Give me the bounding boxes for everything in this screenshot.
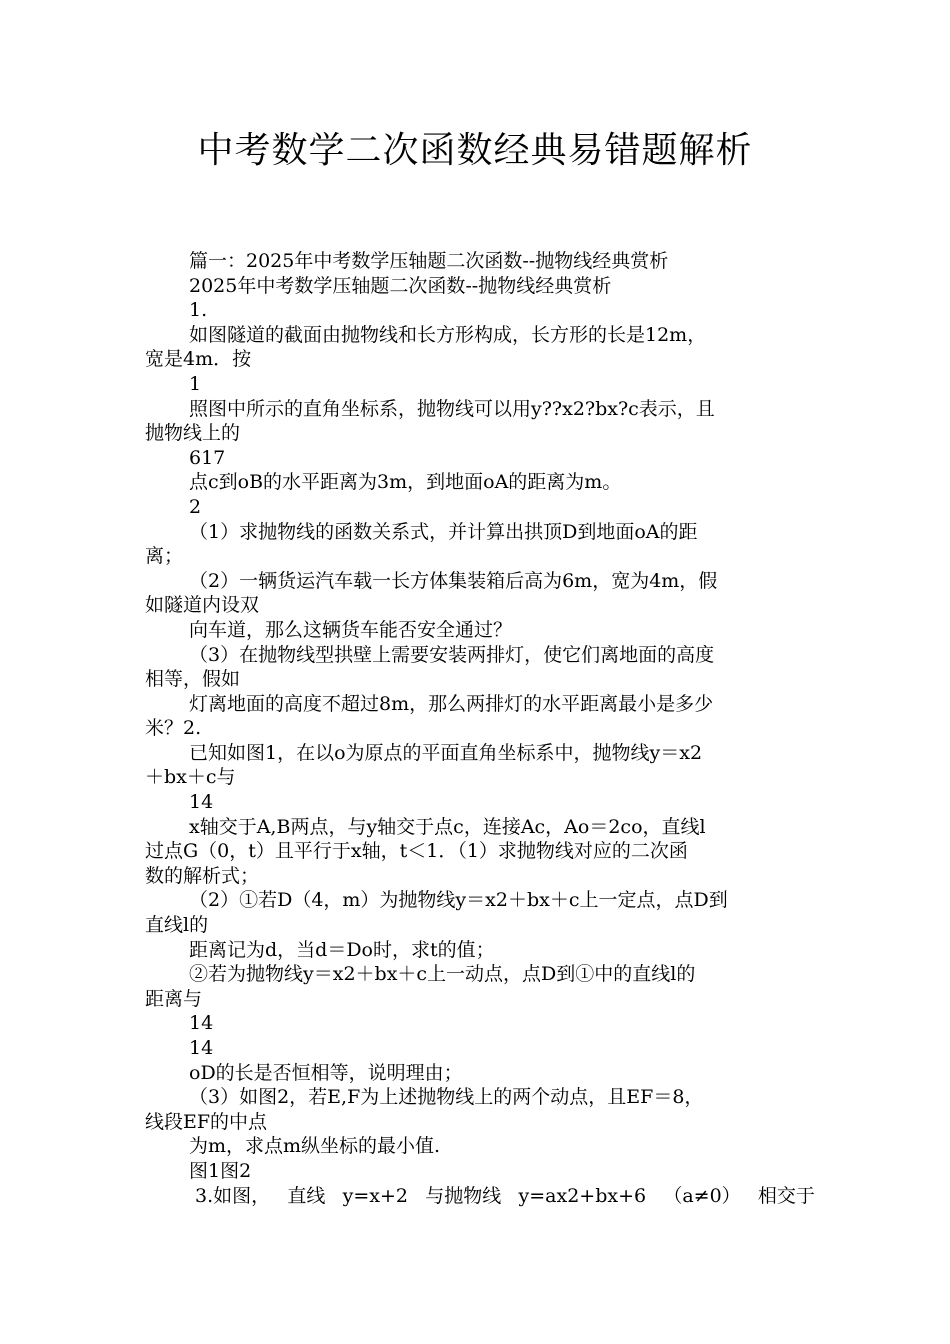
text-line: （2）①若D（4，m）为抛物线y＝x2＋bx＋c上一定点，点D到	[189, 889, 728, 912]
text-line: oD的长是否恒相等，说明理由；	[189, 1061, 463, 1084]
text-fragment: 与抛物线	[425, 1184, 502, 1207]
text-line: 米？2.	[145, 717, 202, 740]
text-line: 离；	[145, 545, 184, 568]
text-line: 14	[189, 1037, 214, 1059]
text-line: （3）在抛物线型拱壁上需要安装两排灯，使它们离地面的高度	[189, 643, 715, 666]
text-line: x轴交于A,B两点，与y轴交于点c，连接Ac，Ao＝2co，直线l	[189, 815, 706, 838]
text-line: 数的解析式；	[145, 864, 260, 887]
text-line: 相等，假如	[145, 668, 241, 691]
text-line: 照图中所示的直角坐标系，抛物线可以用y??x2?bx?c表示，且	[189, 397, 715, 420]
text-line: 1	[189, 372, 202, 395]
text-fragment: 直线	[287, 1184, 326, 1207]
text-line: 宽是4m．按	[145, 348, 252, 371]
text-line: 617	[189, 446, 226, 469]
text-fragment: y=x+2	[342, 1184, 409, 1207]
text-line: 灯离地面的高度不超过8m，那么两排灯的水平距离最小是多少	[189, 692, 714, 715]
text-line: 线段EF的中点	[145, 1110, 268, 1133]
text-line: 2	[189, 495, 202, 518]
text-line: 1.	[189, 299, 208, 322]
text-line: ＋bx＋c与	[145, 766, 236, 789]
text-line: 图1图2	[189, 1159, 252, 1182]
text-line: 距离与	[145, 987, 203, 1010]
text-fragment: 3.如图，	[195, 1184, 271, 1207]
text-line: 抛物线上的	[145, 422, 241, 445]
text-line: 为m，求点m纵坐标的最小值.	[189, 1135, 441, 1158]
document-title: 中考数学二次函数经典易错题解析	[197, 130, 753, 171]
text-line: 如隧道内设双	[145, 594, 260, 617]
text-fragment: （a≠0）	[663, 1184, 741, 1207]
text-fragment: y=ax2+bx+6	[518, 1184, 647, 1207]
text-line: （3）如图2，若E,F为上述抛物线上的两个动点，且EF＝8，	[189, 1086, 704, 1109]
text-line	[145, 1184, 815, 1209]
text-line: 点c到oB的水平距离为3m，到地面oA的距离为m。	[189, 471, 622, 494]
document-body	[145, 249, 815, 1208]
text-fragment: 相交于	[757, 1184, 815, 1207]
text-line: 过点G（0，t）且平行于x轴，t＜1．（1）求抛物线对应的二次函	[145, 840, 688, 863]
text-line: 距离记为d，当d＝Do时，求t的值；	[189, 938, 495, 961]
text-line: 如图隧道的截面由抛物线和长方形构成，长方形的长是12m，	[189, 323, 707, 346]
text-line: 向车道，那么这辆货车能否安全通过？	[189, 618, 513, 641]
text-line: （2）一辆货运汽车载一长方体集装箱后高为6m，宽为4m，假	[189, 569, 718, 592]
text-line: 已知如图1，在以o为原点的平面直角坐标系中，抛物线y＝x2	[189, 741, 703, 764]
text-line: 篇一：2025年中考数学压轴题二次函数--抛物线经典赏析	[189, 250, 669, 272]
text-line: 2025年中考数学压轴题二次函数--抛物线经典赏析	[189, 274, 612, 297]
text-line: 直线l的	[145, 914, 209, 937]
text-line: 14	[189, 791, 214, 814]
text-line: ②若为抛物线y＝x2＋bx＋c上一动点，点D到①中的直线l的	[189, 963, 696, 986]
text-line: （1）求抛物线的函数关系式，并计算出拱顶D到地面oA的距	[189, 520, 698, 543]
text-line: 14	[189, 1012, 214, 1035]
